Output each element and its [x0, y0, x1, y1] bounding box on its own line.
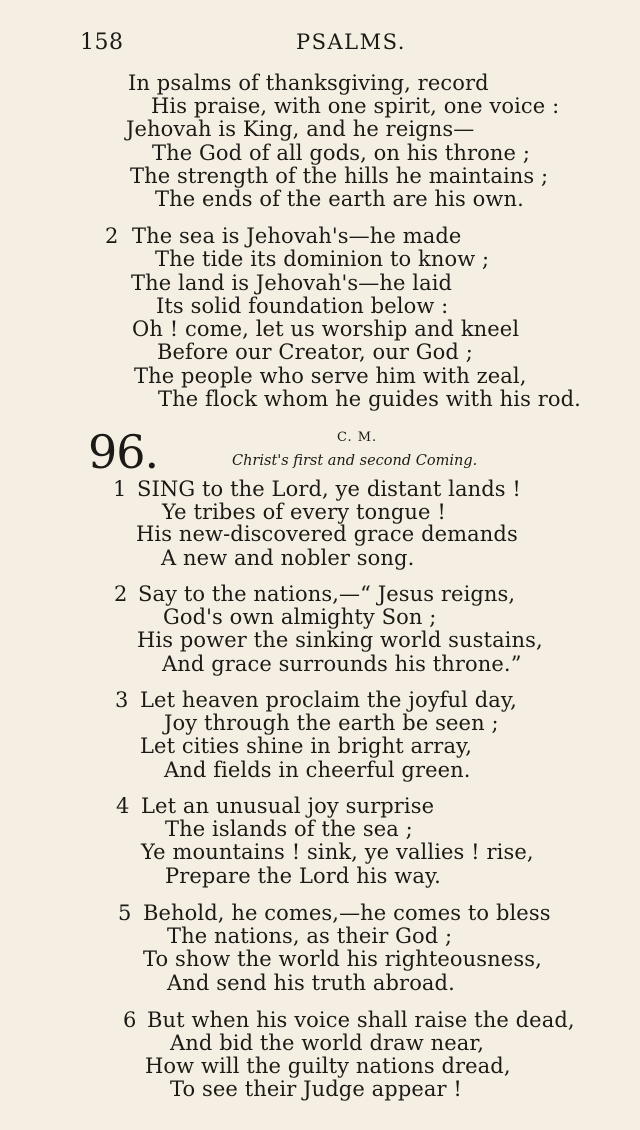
verse-line: The islands of the sea ; — [165, 817, 413, 841]
verse-line: Oh ! come, let us worship and kneel — [132, 317, 520, 341]
verse-line: To see their Judge appear ! — [170, 1077, 462, 1101]
verse-line: Jehovah is King, and he reigns— — [126, 117, 475, 141]
verse-line: The sea is Jehovah's—he made — [132, 224, 462, 248]
verse-line: Ye mountains ! sink, ye vallies ! rise, — [141, 840, 534, 864]
verse-line: The strength of the hills he maintains ; — [130, 164, 549, 188]
verse-line: Let cities shine in bright array, — [140, 734, 473, 758]
verse-line: Prepare the Lord his way. — [165, 864, 441, 888]
verse-line: But when his voice shall raise the dead, — [147, 1008, 575, 1032]
verse-line: SING to the Lord, ye distant lands ! — [137, 477, 521, 501]
verse-line: The flock whom he guides with his rod. — [158, 387, 581, 411]
verse-line: The people who serve him with zeal, — [134, 364, 527, 388]
verse-line: And send his truth abroad. — [167, 971, 455, 995]
hymn-subtitle: Christ's first and second Coming. — [232, 453, 478, 469]
verse-line: The ends of the earth are his own. — [155, 187, 524, 211]
stanza-number: 2 — [114, 582, 128, 606]
verse-line: And fields in cheerful green. — [164, 758, 471, 782]
verse-line: The nations, as their God ; — [167, 924, 453, 948]
verse-line: And grace surrounds his throne.” — [162, 652, 522, 676]
verse-line: How will the guilty nations dread, — [145, 1054, 511, 1078]
verse-line: The tide its dominion to know ; — [155, 247, 490, 271]
verse-line: Behold, he comes,—he comes to bless — [143, 901, 551, 925]
stanza-number: 1 — [113, 477, 127, 501]
verse-line: Let heaven proclaim the joyful day, — [140, 688, 517, 712]
stanza-number: 5 — [118, 901, 132, 925]
verse-line: The land is Jehovah's—he laid — [131, 271, 453, 295]
verse-line: His new-discovered grace demands — [136, 522, 518, 546]
verse-line: To show the world his righteousness, — [143, 947, 542, 971]
page-header — [0, 30, 640, 58]
stanza-number: 4 — [116, 794, 130, 818]
verse-line: His power the sinking world sustains, — [137, 628, 543, 652]
verse-line: Joy through the earth be seen ; — [164, 711, 499, 735]
running-title: PSALMS. — [296, 30, 406, 54]
stanza-number: 3 — [115, 688, 129, 712]
verse-line: A new and nobler song. — [161, 546, 415, 570]
verse-line: Its solid foundation below : — [156, 294, 449, 318]
hymn-meter: C. M. — [337, 430, 378, 445]
verse-line: Say to the nations,—“ Jesus reigns, — [138, 582, 516, 606]
verse-line: Before our Creator, our God ; — [157, 340, 473, 364]
stanza-number: 2 — [105, 224, 119, 248]
verse-line: God's own almighty Son ; — [163, 605, 437, 629]
stanza-number: 6 — [123, 1008, 137, 1032]
verse-line: And bid the world draw near, — [170, 1031, 484, 1055]
verse-line: Ye tribes of every tongue ! — [162, 500, 446, 524]
verse-line: The God of all gods, on his throne ; — [152, 141, 531, 165]
page-number: 158 — [80, 30, 124, 55]
hymn-number: 96. — [88, 425, 159, 479]
verse-line: His praise, with one spirit, one voice : — [151, 94, 560, 118]
verse-line: In psalms of thanksgiving, record — [128, 71, 489, 95]
verse-line: Let an unusual joy surprise — [141, 794, 435, 818]
